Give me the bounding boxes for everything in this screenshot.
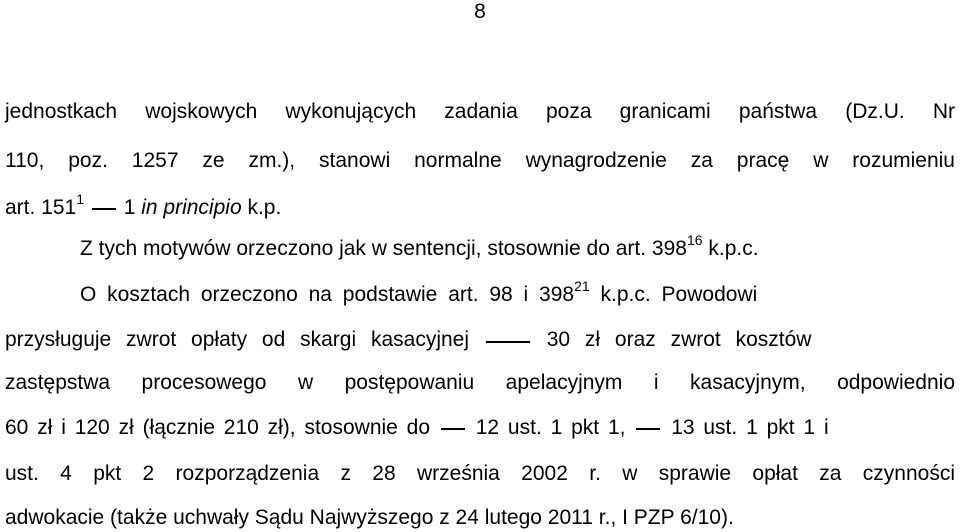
superscript: 21	[574, 278, 590, 294]
text-segment: przysługuje zwrot opłaty od skargi kasacyjnej	[5, 328, 470, 351]
text-segment: 12 ust. 1 pkt 1,	[475, 416, 626, 439]
text-line-8	[5, 415, 955, 441]
dash-icon	[484, 327, 532, 353]
text-segment: k.p.c. Powodowi	[600, 283, 758, 306]
superscript: 16	[686, 232, 703, 248]
text-line-1: jednostkach wojskowych wykonujących zadania poza granicami państwa (Dz.U. Nr	[5, 100, 955, 123]
section-sign-icon	[90, 195, 118, 221]
text-line-3	[5, 191, 955, 221]
superscript: 1	[76, 191, 85, 207]
text-line-7: zastępstwa procesowego w postępowaniu apelacyjnym i kasacyjnym, odpowiednio	[5, 371, 955, 394]
text-segment: 60 zł i 120 zł (łącznie 210 zł), stosownie do	[5, 416, 431, 439]
text-segment: 30 zł oraz zwrot kosztów	[546, 328, 812, 351]
text-line-6	[5, 327, 955, 353]
text-segment: Z tych motywów orzeczono jak w sentencji, stosownie do art. 398	[80, 237, 687, 260]
text-segment: 13 ust. 1 pkt 1 i	[671, 416, 829, 439]
text-line-2: 110, poz. 1257 ze zm.), stanowi normalne wynagrodzenie za pracę w rozumieniu	[5, 149, 955, 172]
section-sign-icon	[634, 415, 662, 441]
text-segment: art. 151	[5, 196, 77, 219]
text-line-9: ust. 4 pkt 2 rozporządzenia z 28 września 2002 r. w sprawie opłat za czynności	[5, 462, 955, 485]
section-sign-icon	[439, 415, 467, 441]
italic-phrase: in principio	[141, 196, 242, 219]
text-line-5	[80, 278, 955, 308]
text-segment: 1	[123, 196, 136, 219]
text-segment: k.p.c.	[708, 237, 759, 260]
text-line-4	[80, 232, 955, 262]
page-number: 8	[474, 0, 486, 23]
text-line-10: adwokacie (także uchwały Sądu Najwyższego z 24 lutego 2011 r., I PZP 6/10).	[5, 506, 734, 529]
text-segment: O kosztach orzeczono na podstawie art. 98 i 398	[80, 283, 575, 306]
text-segment: k.p.	[247, 196, 282, 219]
